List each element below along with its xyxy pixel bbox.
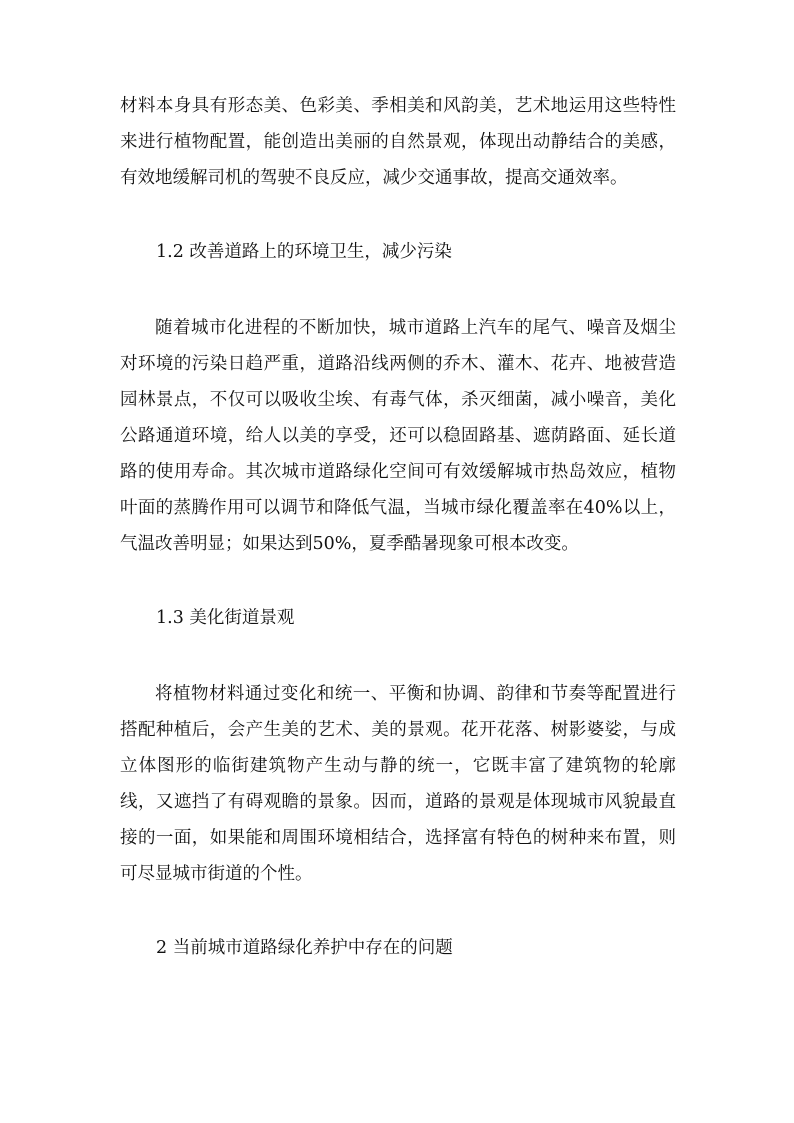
paragraph-environment-hygiene: 随着城市化进程的不断加快，城市道路上汽车的尾气、噪音及烟尘对环境的污染日趋严重，道路沿线两侧的乔木、灌木、花卉、地被营造园林景点，不仅可以吸收尘埃、有毒气体，杀灭细菌，减小噪音，美化公路通道环境，给人以美的享受，还可以稳固路基、遮荫路面、延长道路的使用寿命。其次城市道路绿化空间可有效缓解城市热岛效应，植物叶面的蒸腾作用可以调节和降低气温，当城市绿化覆盖率在40%以上，气温改善明显；如果达到50%，夏季酷暑现象可根本改变。: [120, 318, 676, 554]
paragraph-plant-aesthetics: 材料本身具有形态美、色彩美、季相美和风韵美，艺术地运用这些特性来进行植物配置，能创造出美丽的自然景观，体现出动静结合的美感，有效地缓解司机的驾驶不良反应，减少交通事故，提高交通效率。: [120, 96, 676, 188]
section-heading-1-3: 1.3 美化街道景观: [156, 608, 295, 628]
page-content: [120, 88, 676, 966]
section-heading-2: 2 当前城市道路绿化养护中存在的问题: [156, 938, 453, 958]
paragraph-street-landscape: 将植物材料通过变化和统一、平衡和协调、韵律和节奏等配置进行搭配种植后，会产生美的艺术、美的景观。花开花落、树影婆娑，与成立体图形的临街建筑物产生动与静的统一，它既丰富了建筑物的轮廓线，又遮挡了有碍观瞻的景象。因而，道路的景观是体现城市风貌最直接的一面，如果能和周围环境相结合，选择富有特色的树种来布置，则可尽显城市街道的个性。: [120, 684, 676, 884]
section-heading-1-2: 1.2 改善道路上的环境卫生，减少污染: [156, 242, 452, 262]
